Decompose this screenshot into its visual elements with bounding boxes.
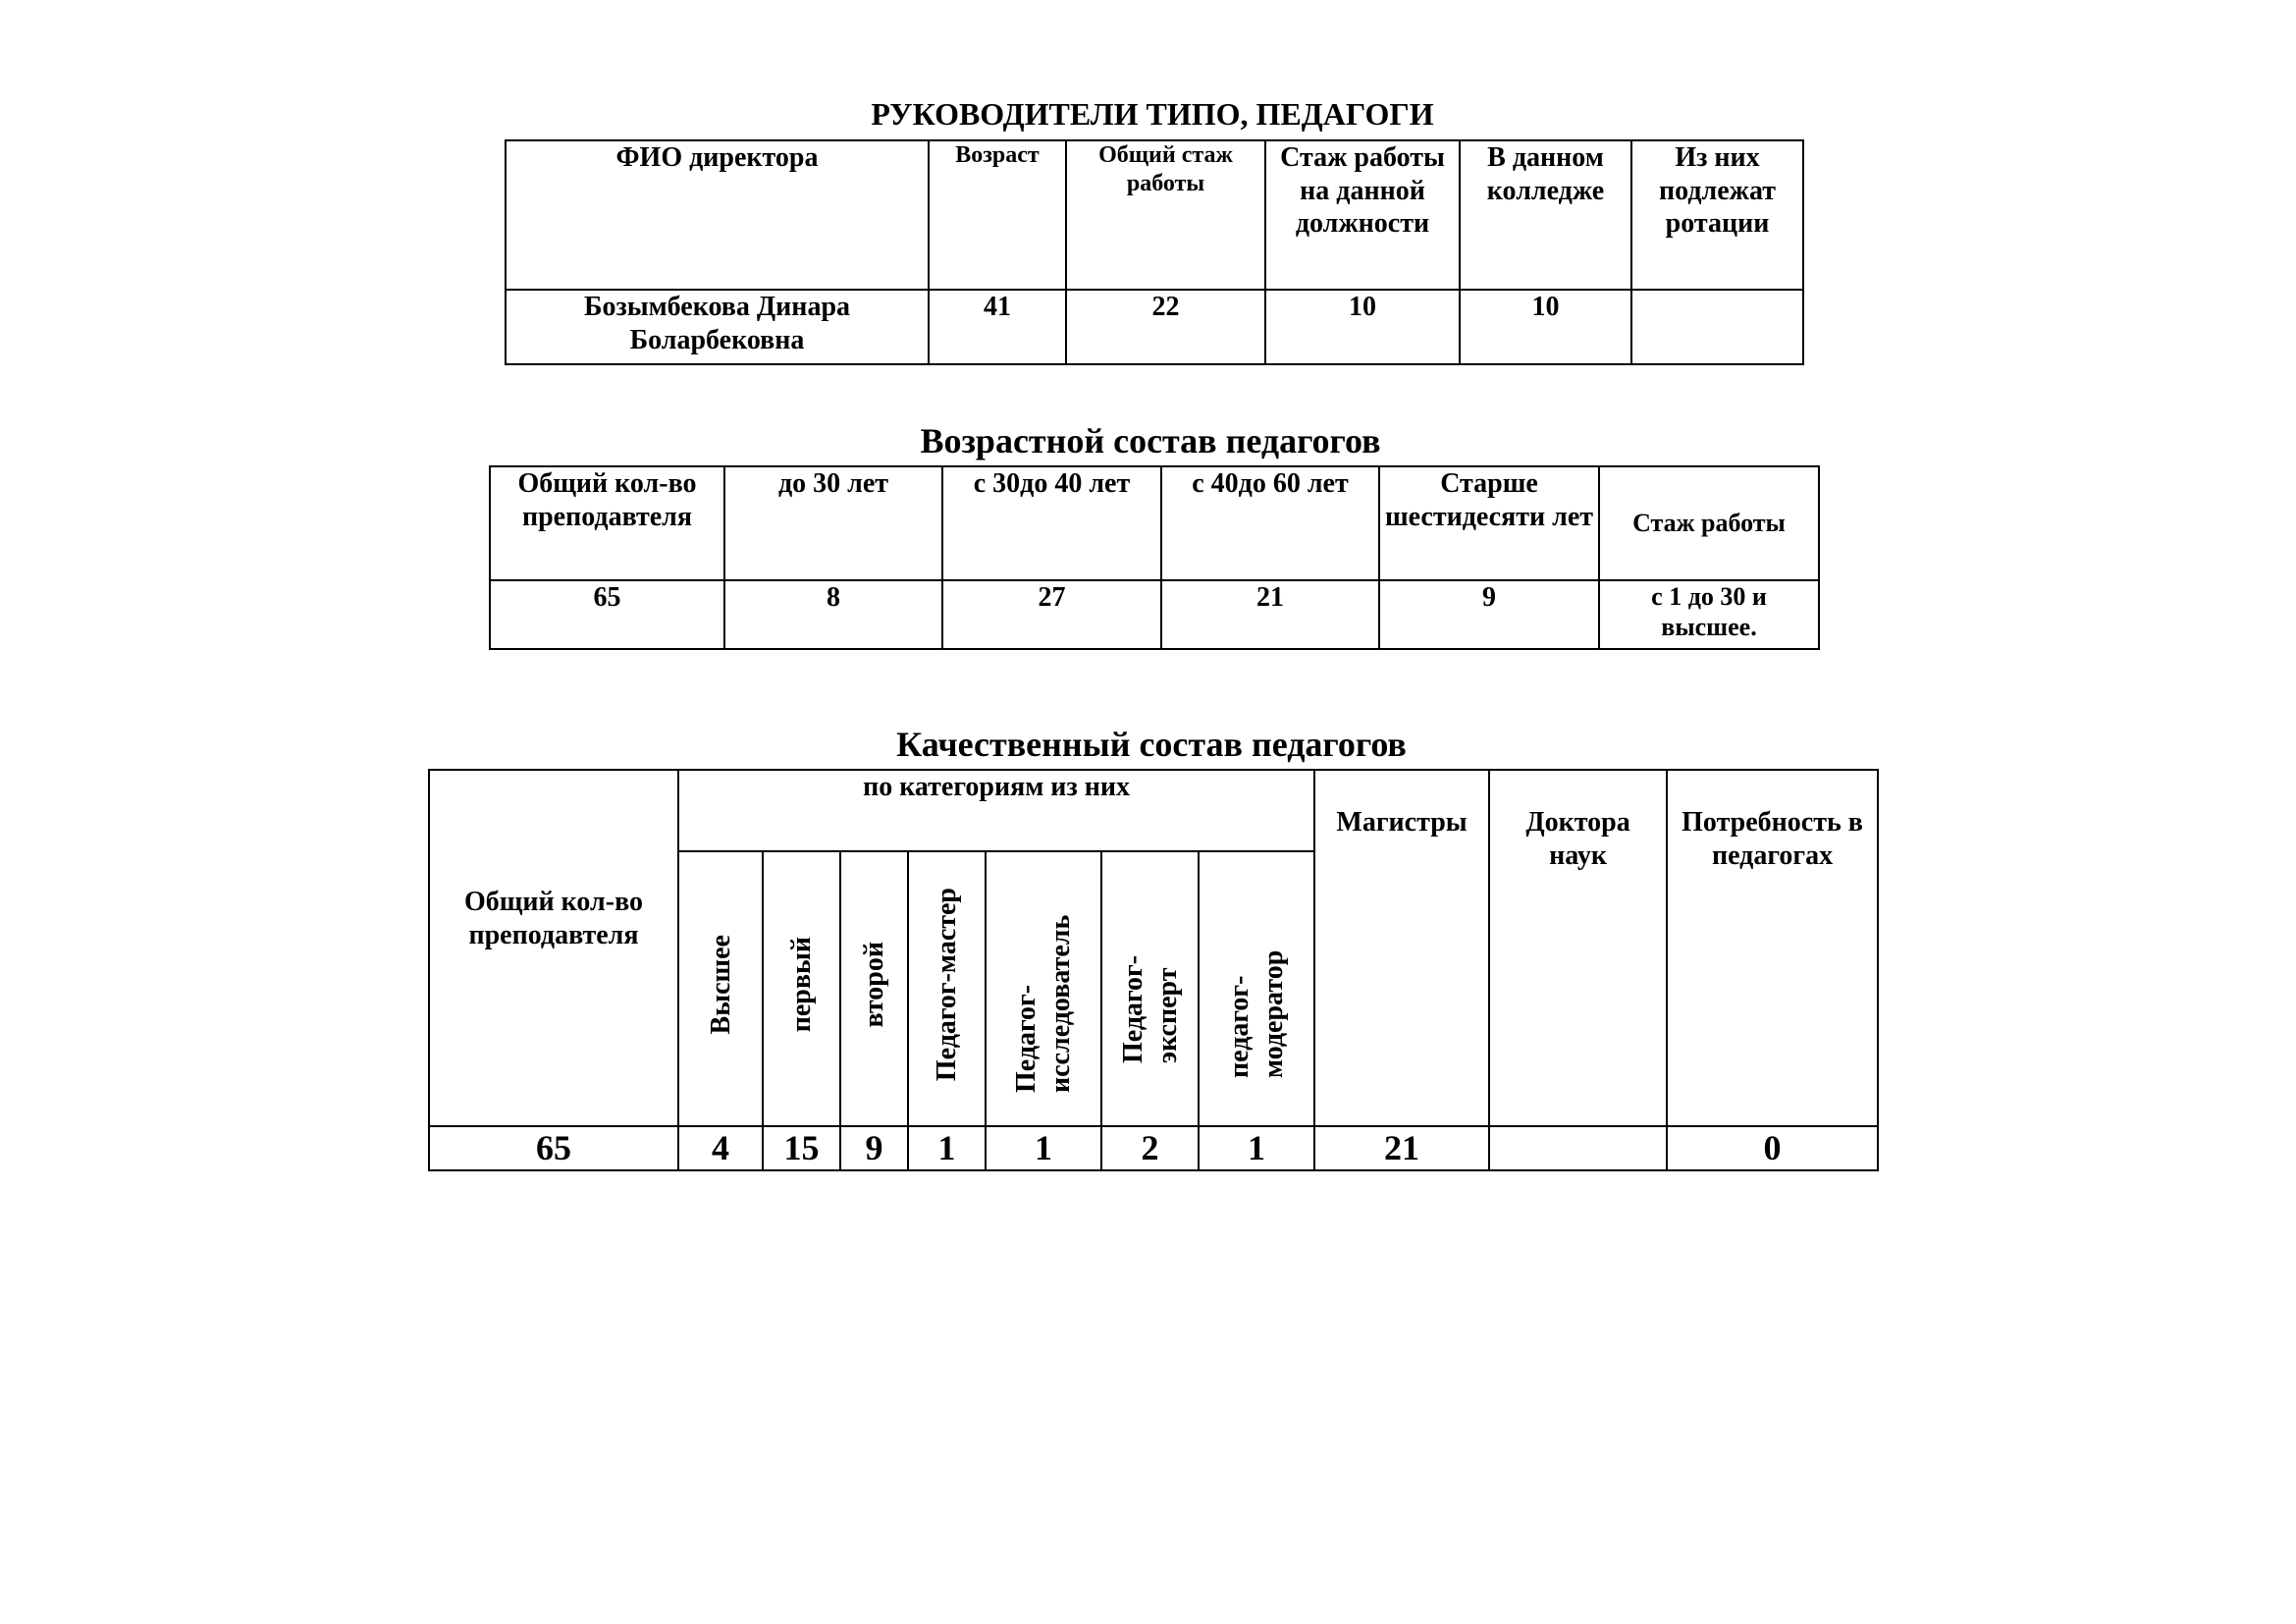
table-header-row [506,140,1803,290]
cell-expert: 2 [1101,1126,1199,1170]
header-college-exp: В данном колледже [1460,140,1631,290]
directors-table [505,139,1804,365]
cell-doctors [1489,1126,1667,1170]
cell-40-to-60: 21 [1161,580,1379,649]
cell-rotation [1631,290,1803,364]
header-researcher-label: Педагог-исследователь [1011,914,1076,1093]
header-masters: Магистры [1314,770,1489,1126]
cell-first: 15 [763,1126,840,1170]
header-categories: по категориям из них [678,770,1314,851]
cell-position-exp: 10 [1265,290,1460,364]
header-master-label: Педагог-мастер [932,888,962,1082]
cell-experience: с 1 до 30 и высшее. [1599,580,1819,649]
cell-total: 65 [490,580,724,649]
cell-total-exp: 22 [1066,290,1265,364]
quality-table-title: Качественный состав педагогов [896,725,1407,764]
cell-masters: 21 [1314,1126,1489,1170]
cell-under-30: 8 [724,580,942,649]
age-table [489,465,1820,650]
header-highest-label: Высшее [705,934,736,1035]
header-age: Возраст [929,140,1066,290]
table-header-row [490,466,1819,580]
cell-second: 9 [840,1126,908,1170]
header-under-30: до 30 лет [724,466,942,580]
table-row [506,290,1803,364]
header-second-label: второй [859,941,889,1028]
header-highest [678,851,763,1126]
header-fio: ФИО директора [506,140,929,290]
directors-table-title: РУКОВОДИТЕЛИ ТИПО, ПЕДАГОГИ [871,96,1434,132]
header-30-to-40: с 30до 40 лет [942,466,1161,580]
header-researcher [986,851,1101,1126]
header-expert [1101,851,1199,1126]
header-moderator [1199,851,1314,1126]
header-doctors: Доктора наук [1489,770,1667,1126]
cell-fio: Бозымбекова Динара Боларбековна [506,290,929,364]
header-master [908,851,986,1126]
cell-college-exp: 10 [1460,290,1631,364]
cell-researcher: 1 [986,1126,1101,1170]
cell-moderator: 1 [1199,1126,1314,1170]
cell-total: 65 [429,1126,678,1170]
table-row [429,1126,1878,1170]
header-position-exp: Стаж работы на данной должности [1265,140,1460,290]
cell-master: 1 [908,1126,986,1170]
table-row [490,580,1819,649]
header-rotation: Из них подлежат ротации [1631,140,1803,290]
cell-highest: 4 [678,1126,763,1170]
cell-over-60: 9 [1379,580,1599,649]
cell-30-to-40: 27 [942,580,1161,649]
cell-need: 0 [1667,1126,1878,1170]
header-40-to-60: с 40до 60 лет [1161,466,1379,580]
header-first-label: первый [786,937,817,1033]
quality-table [428,769,1879,1171]
header-first [763,851,840,1126]
header-moderator-label: педагог-модератор [1224,949,1290,1078]
header-total: Общий кол-во преподавтеля [429,770,678,1126]
header-total: Общий кол-во преподавтеля [490,466,724,580]
header-need: Потребность в педагогах [1667,770,1878,1126]
table-header-row [429,770,1878,851]
cell-age: 41 [929,290,1066,364]
header-total-exp: Общий стаж работы [1066,140,1265,290]
header-expert-label: Педагог-эксперт [1117,954,1183,1063]
header-experience: Стаж работы [1599,466,1819,580]
header-second [840,851,908,1126]
age-table-title: Возрастной состав педагогов [920,421,1381,460]
header-over-60: Старше шестидесяти лет [1379,466,1599,580]
